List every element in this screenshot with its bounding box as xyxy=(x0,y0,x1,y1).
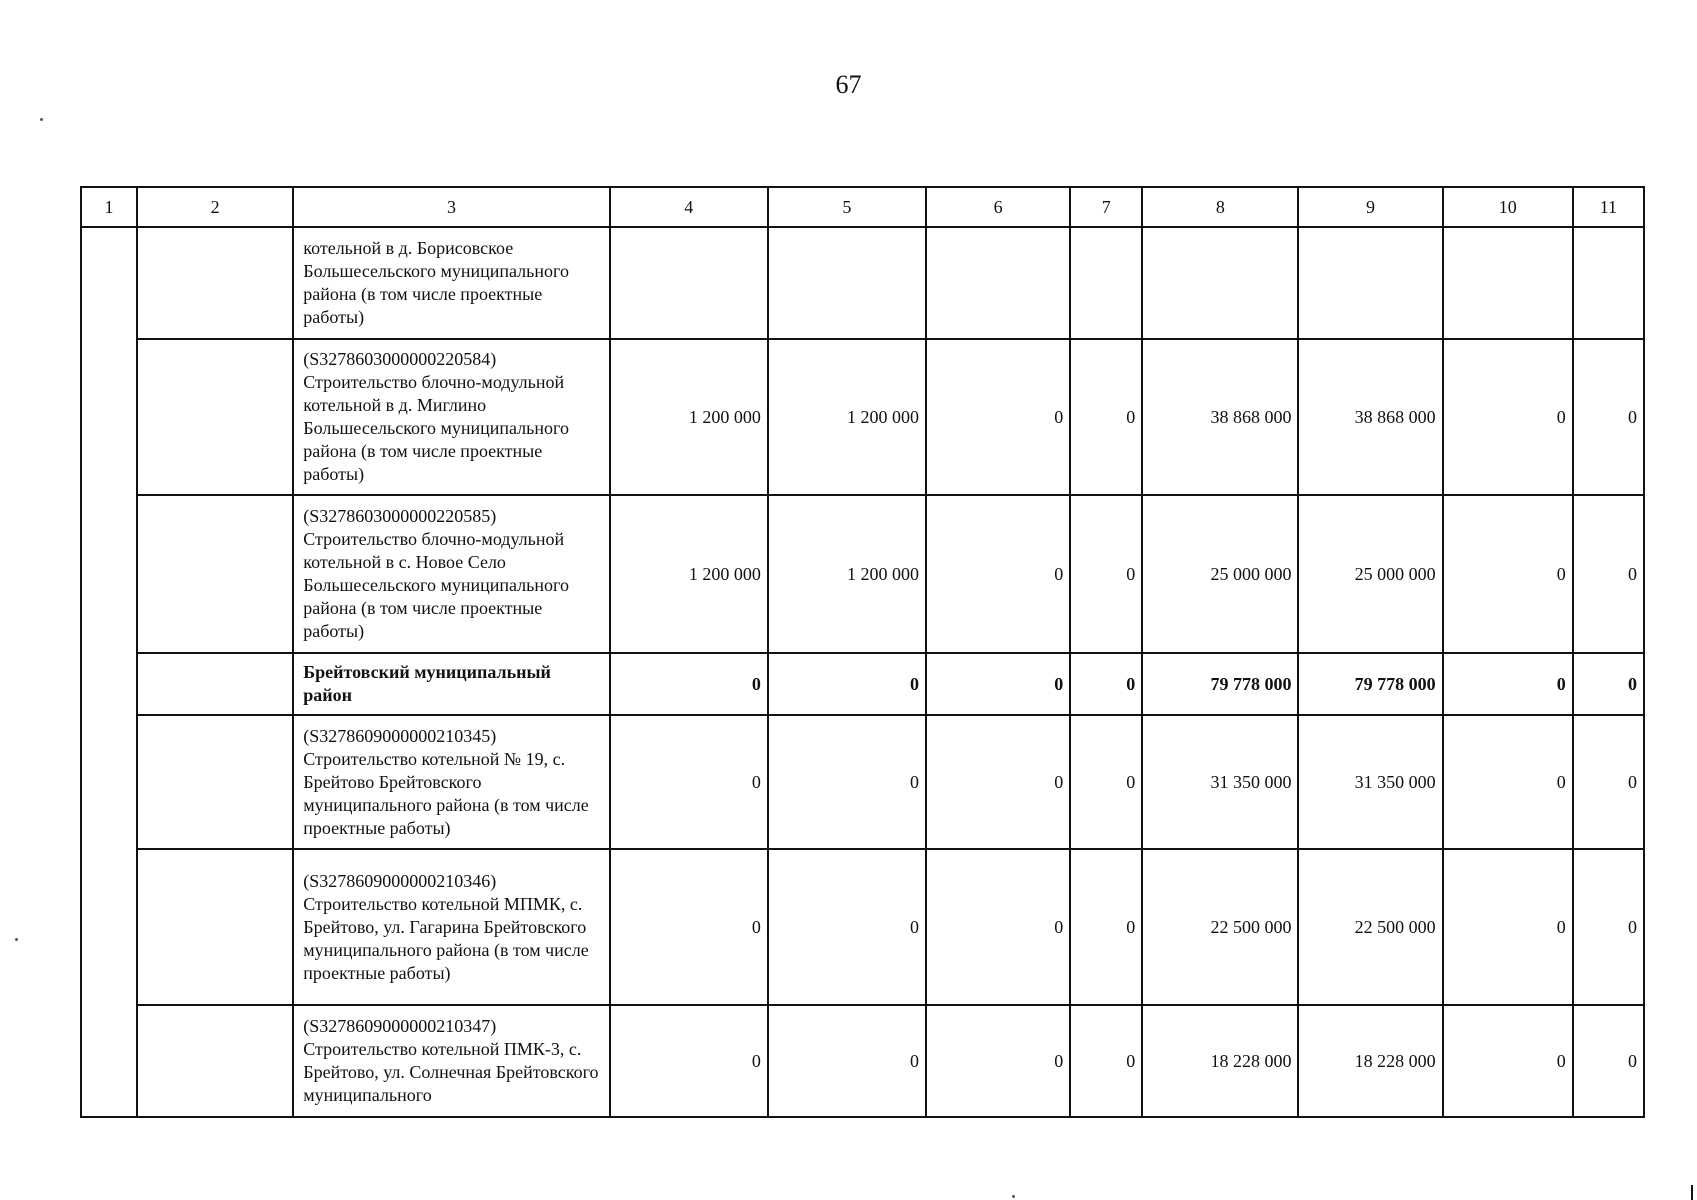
header-cell-3: 3 xyxy=(293,187,609,227)
table-row xyxy=(81,227,1644,339)
value-cell: 1 200 000 xyxy=(768,339,926,495)
header-cell-10: 10 xyxy=(1443,187,1573,227)
value-cell: 0 xyxy=(1573,1005,1644,1117)
object-name-cell: (S3278609000000210346) Строительство котельной МПМК, с. Брейтово, ул. Гагарина Брейтовского муниципального района (в том числе проектные работы) xyxy=(293,849,609,1005)
value-cell: 0 xyxy=(1573,715,1644,849)
value-cell: 1 200 000 xyxy=(610,495,768,653)
value-cell: 25 000 000 xyxy=(1298,495,1442,653)
value-cell: 0 xyxy=(1443,1005,1573,1117)
object-name-cell: (S3278609000000210345) Строительство котельной № 19, с. Брейтово Брейтовского муниципального района (в том числе проектные работы) xyxy=(293,715,609,849)
value-cell: 0 xyxy=(1070,653,1142,715)
value-cell xyxy=(610,227,768,339)
value-cell: 79 778 000 xyxy=(1142,653,1298,715)
value-cell: 0 xyxy=(610,715,768,849)
value-cell: 31 350 000 xyxy=(1298,715,1442,849)
value-cell: 38 868 000 xyxy=(1142,339,1298,495)
value-cell: 0 xyxy=(1070,339,1142,495)
value-cell xyxy=(768,227,926,339)
header-cell-4: 4 xyxy=(610,187,768,227)
value-cell: 0 xyxy=(1443,339,1573,495)
header-cell-6: 6 xyxy=(926,187,1070,227)
value-cell: 0 xyxy=(768,715,926,849)
header-cell-8: 8 xyxy=(1142,187,1298,227)
value-cell: 0 xyxy=(1443,849,1573,1005)
object-name-cell: (S3278603000000220584) Строительство блочно-модульной котельной в д. Миглино Большесельского муниципального района (в том числе проектные работы) xyxy=(293,339,609,495)
value-cell xyxy=(926,227,1070,339)
value-cell: 0 xyxy=(1443,715,1573,849)
scan-edge-mark xyxy=(1691,1185,1693,1200)
table-row xyxy=(81,339,1644,495)
col2-cell xyxy=(137,495,293,653)
table-row xyxy=(81,849,1644,1005)
value-cell: 1 200 000 xyxy=(610,339,768,495)
value-cell: 0 xyxy=(610,653,768,715)
header-cell-11: 11 xyxy=(1573,187,1644,227)
value-cell: 0 xyxy=(1070,849,1142,1005)
col2-cell xyxy=(137,653,293,715)
value-cell: 1 200 000 xyxy=(768,495,926,653)
value-cell: 0 xyxy=(1573,495,1644,653)
value-cell: 0 xyxy=(1573,849,1644,1005)
value-cell: 22 500 000 xyxy=(1298,849,1442,1005)
header-cell-2: 2 xyxy=(137,187,293,227)
value-cell: 0 xyxy=(926,849,1070,1005)
scan-speck xyxy=(40,118,43,121)
object-name-cell: (S3278603000000220585) Строительство блочно-модульной котельной в с. Новое Село Большесельского муниципального района (в том числе проектные работы) xyxy=(293,495,609,653)
district-name-cell: Брейтовский муниципальный район xyxy=(293,653,609,715)
table-row xyxy=(81,495,1644,653)
value-cell: 25 000 000 xyxy=(1142,495,1298,653)
value-cell xyxy=(1142,227,1298,339)
header-cell-7: 7 xyxy=(1070,187,1142,227)
table-row xyxy=(81,1005,1644,1117)
value-cell: 18 228 000 xyxy=(1142,1005,1298,1117)
value-cell: 0 xyxy=(1443,495,1573,653)
header-cell-9: 9 xyxy=(1298,187,1442,227)
budget-table xyxy=(80,186,1645,1118)
object-name-cell: (S3278609000000210347) Строительство котельной ПМК-3, с. Брейтово, ул. Солнечная Брейтовского муниципального xyxy=(293,1005,609,1117)
value-cell: 0 xyxy=(1070,1005,1142,1117)
value-cell: 0 xyxy=(1573,339,1644,495)
value-cell: 18 228 000 xyxy=(1298,1005,1442,1117)
value-cell: 31 350 000 xyxy=(1142,715,1298,849)
value-cell: 0 xyxy=(1070,495,1142,653)
page-number: 67 xyxy=(835,70,862,99)
value-cell xyxy=(1070,227,1142,339)
col2-cell xyxy=(137,227,293,339)
value-cell: 38 868 000 xyxy=(1298,339,1442,495)
value-cell: 0 xyxy=(1443,653,1573,715)
value-cell: 0 xyxy=(926,339,1070,495)
value-cell: 0 xyxy=(610,849,768,1005)
header-cell-1: 1 xyxy=(81,187,137,227)
scan-speck xyxy=(15,938,18,941)
value-cell xyxy=(1298,227,1442,339)
value-cell: 0 xyxy=(768,1005,926,1117)
value-cell: 0 xyxy=(926,653,1070,715)
col2-cell xyxy=(137,339,293,495)
value-cell: 0 xyxy=(1070,715,1142,849)
value-cell: 22 500 000 xyxy=(1142,849,1298,1005)
value-cell xyxy=(1573,227,1644,339)
value-cell: 0 xyxy=(926,495,1070,653)
col1-merged-cell xyxy=(81,227,137,1117)
object-name-cell: котельной в д. Борисовское Большесельского муниципального района (в том числе проектные работы) xyxy=(293,227,609,339)
value-cell: 0 xyxy=(926,1005,1070,1117)
col2-cell xyxy=(137,715,293,849)
header-cell-5: 5 xyxy=(768,187,926,227)
value-cell: 79 778 000 xyxy=(1298,653,1442,715)
value-cell: 0 xyxy=(768,849,926,1005)
col2-cell xyxy=(137,1005,293,1117)
value-cell: 0 xyxy=(926,715,1070,849)
header-row xyxy=(81,187,1644,227)
col2-cell xyxy=(137,849,293,1005)
scan-speck xyxy=(1012,1195,1015,1198)
value-cell: 0 xyxy=(1573,653,1644,715)
table-row xyxy=(81,715,1644,849)
value-cell: 0 xyxy=(768,653,926,715)
table-row-subtotal xyxy=(81,653,1644,715)
value-cell: 0 xyxy=(610,1005,768,1117)
value-cell xyxy=(1443,227,1573,339)
